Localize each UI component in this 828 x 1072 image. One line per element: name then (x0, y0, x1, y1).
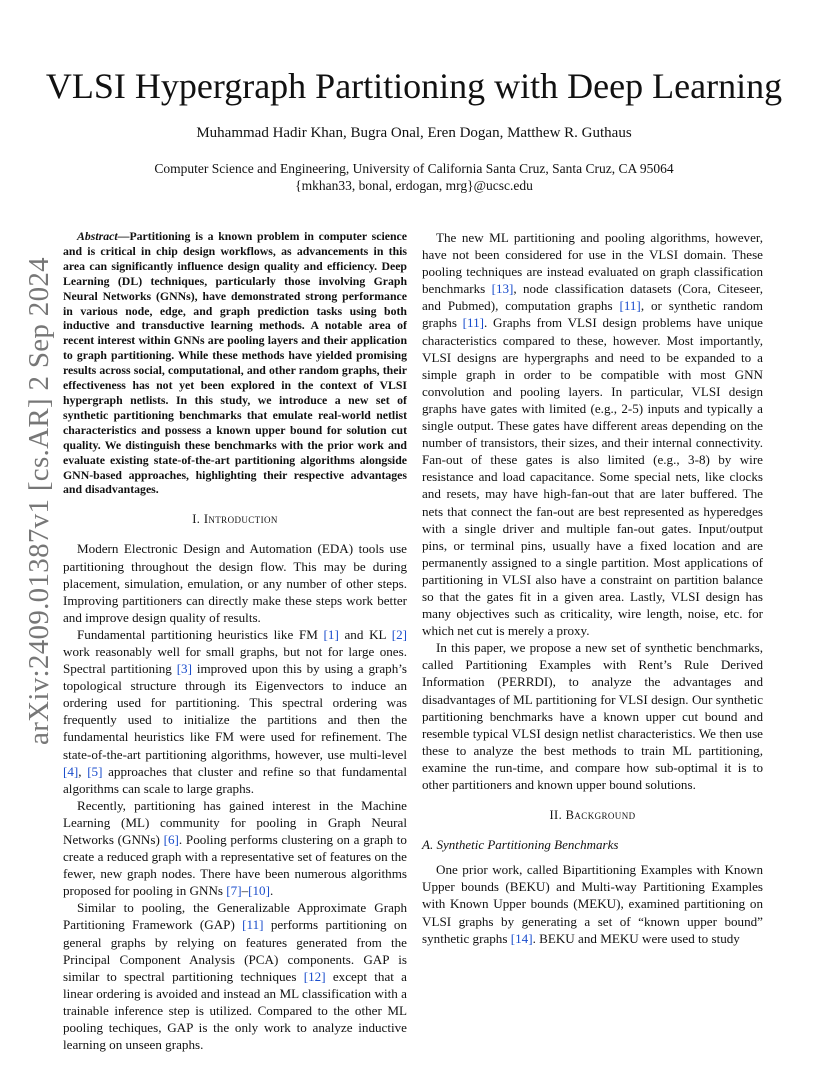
citation-link[interactable]: [11] (462, 315, 485, 331)
citation-link[interactable]: [1] (323, 626, 339, 642)
text-span: . Graphs from VLSI design problems have unique characteristics compared to these, however. Most importantly, VLSI designs are hypergraphs and need to be expanded to a simple graph in order to be compatible with most GNN convolution and pooling layers. In particular, VLSI design graphs have gates with limited (e.g., 2-5) inputs and typically a single output. These gates have different areas depending on the number of transistors, their sizes, and their internal connectivity. Fan-out of these gates is also limited (e.g., 3-8) by wire resistance and load capacitance. Some special nets, like clocks and resets, may have high-fan-out that are later buffered. The nets that connect the fan-out are best represented as hyperedges with a single driver and multiple fan-out gates. Input/output pins, or terminal pins, usually have a fixed location and are permanently assigned to a single partition. Most applications of partitioning in VLSI also have a constraint on partition balance so that the gates fit in a given area. Lastly, VLSI design has many objectives such as criticality, wire length, noise, etc. for which net cut is merely a proxy. (422, 315, 763, 639)
citation-link[interactable]: [7] (226, 883, 242, 899)
citation-link[interactable]: [4] (63, 763, 79, 779)
citation-link[interactable]: [5] (87, 763, 103, 779)
citation-link[interactable]: [10] (248, 883, 270, 899)
arxiv-identifier: arXiv:2409.01387v1 [cs.AR] 2 Sep 2024 (22, 257, 55, 745)
text-span: Similar to pooling, the Generalizable Approximate Graph Partitioning Framework (GAP) (63, 900, 407, 933)
text-span: . BEKU and MEKU were used to study (532, 930, 740, 946)
intro-paragraph-5 (422, 229, 763, 639)
background-paragraph-1 (422, 861, 763, 946)
left-column (63, 229, 407, 1053)
citation-link[interactable]: [11] (619, 298, 641, 314)
subsection-heading: A. Synthetic Partitioning Benchmarks (422, 837, 619, 853)
right-column (422, 229, 763, 947)
text-span: The new ML partitioning and pooling algorithms, however, have not been considered for use in the VLSI domain. These pooling techniques are instead evaluated on graph classification benchmarks (422, 230, 763, 297)
text-span: – (241, 883, 249, 899)
citation-link[interactable]: [14] (510, 930, 533, 946)
citation-link[interactable]: [6] (163, 832, 179, 847)
affiliation-emails: {mkhan33, bonal, erdogan, mrg}@ucsc.edu (295, 178, 533, 193)
abstract-label: Abstract (77, 229, 118, 243)
intro-paragraph-1: Modern Electronic Design and Automation (EDA) tools use partitioning throughout the design flow. This may be during placement, simulation, emulation, or any number of other steps. Improving partitioners can directly make these steps work better and improve design quality of results. (63, 541, 407, 625)
text-span: , or synthetic random graphs (422, 298, 763, 331)
text-span: Recently, partitioning has gained interest in the Machine Learning (ML) community for pooling in Graph Neural Networks (GNNs) (63, 797, 407, 847)
citation-link[interactable]: [12] (303, 968, 326, 984)
citation-link[interactable]: [11] (242, 917, 264, 933)
text-span: , node classification datasets (Cora, Citeseer, and Pubmed), computation graphs (422, 281, 764, 314)
text-span: Fundamental partitioning heuristics like FM (77, 626, 324, 642)
text-span: work reasonably well for small graphs, but not for large ones. Spectral partitioning (63, 643, 407, 677)
intro-paragraph-6: In this paper, we propose a new set of synthetic benchmarks, called Partitioning Examples with Rent’s Rule Derived Information (PERRDI), to analyze the advantages and disadvantages of ML partitioning for VLSI design. Our synthetic partitioning benchmarks have a known upper cut bound and resemble typical VLSI design netlist characteristics. We then use these to analyze the best methods to train ML partitioning, examine the run-time, and compare how sub-optimal it is to other partitioners and known upper bound solutions. (422, 640, 763, 792)
section-heading-introduction: I. Introduction (192, 512, 278, 527)
intro-paragraph-2 (63, 626, 407, 797)
intro-paragraph-3 (63, 797, 407, 900)
section-heading-background: II. Background (549, 808, 636, 823)
author-list: Muhammad Hadir Khan, Bugra Onal, Eren Dogan, Matthew R. Guthaus (196, 125, 632, 141)
affiliation-institution: Computer Science and Engineering, University of California Santa Cruz, Santa Cruz, CA 95064 (154, 161, 674, 176)
paper-title: VLSI Hypergraph Partitioning with Deep Learning (45, 66, 783, 106)
text-span: performs partitioning on general graphs by relying on features generated from the Principal Component Analysis (PCA) components. GAP is similar to spectral partitioning techniques (63, 917, 407, 984)
text-span: . Pooling performs clustering on a graph to create a reduced graph with a representative set of features on the fewer, new graph nodes. There have been numerous algorithms proposed for pooling in GNNs (63, 832, 407, 899)
citation-link[interactable]: [2] (391, 626, 407, 642)
abstract (63, 229, 407, 497)
text-span: and KL (338, 626, 392, 642)
affiliation (0, 160, 828, 194)
citation-link[interactable]: [3] (176, 661, 192, 677)
intro-paragraph-4 (63, 899, 407, 1053)
text-span: One prior work, called Bipartitioning Examples with Known Upper bounds (BEKU) and Multi-way Partitioning Examples with Known Upper bounds (MEKU), examined partitioning on VLSI graphs by generating a set of “known upper bound” synthetic graphs (422, 862, 763, 946)
text-span: , (78, 763, 88, 779)
text-span: approaches that cluster and refine so that fundamental algorithms can scale to large graphs. (63, 763, 407, 796)
citation-link[interactable]: [13] (491, 281, 514, 297)
abstract-text: —Partitioning is a known problem in computer science and is critical in chip design workflows, as advancements in this area can significantly influence design quality and efficiency. Deep Learning (DL) techniques, particularly those involving Graph Neural Networks (GNNs), have demonstrated strong performance in various node, edge, and graph prediction tasks using both inductive and transductive learning methods. A notable area of recent interest within GNNs are pooling layers and their application to graph partitioning. While these methods have yielded promising results across social, computational, and other random graphs, their effectiveness has not yet been explored in the context of VLSI hypergraph netlists. In this study, we introduce a new set of synthetic partitioning benchmarks that emulate real-world netlist characteristics and possess a known upper bound for solution cut quality. We distinguish these benchmarks with the prior work and evaluate existing state-of-the-art partitioning algorithms alongside GNN-based approaches, highlighting their respective advantages and disadvantages. (63, 229, 407, 497)
text-span: except that a linear ordering is avoided and instead an ML classification with a trainable inference step is utilized. Compared to the other ML pooling techiques, GAP is the only work to analyze inductive learning on unseen graphs. (63, 968, 407, 1053)
text-span: improved upon this by using a graph’s topological structure through its Eigenvectors to induce an ordering used for partitioning. This spectral ordering was frequently used to initialize the partitions and then the fundamental heuristics like FM were used for refinement. The state-of-the-art partitioning algorithms, however, use multi-level (63, 661, 407, 762)
text-span: . (269, 883, 274, 899)
